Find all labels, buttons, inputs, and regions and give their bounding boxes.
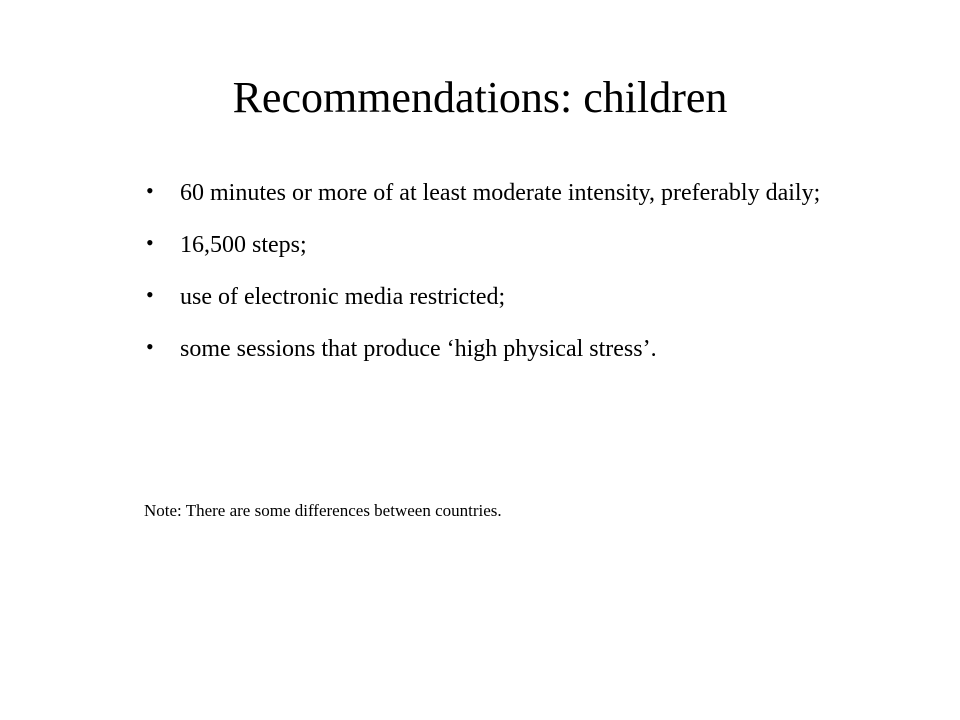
bullet-dot-icon: • bbox=[146, 334, 154, 359]
bullet-dot-icon: • bbox=[146, 178, 154, 203]
bullet-text: 60 minutes or more of at least moderate intensity, preferably daily; bbox=[180, 180, 821, 206]
bullet-text: use of electronic media restricted; bbox=[180, 284, 506, 310]
bullet-item bbox=[140, 178, 860, 208]
bullet-text: 16,500 steps; bbox=[180, 232, 307, 258]
bullet-text: some sessions that produce ‘high physical stress’. bbox=[180, 336, 657, 362]
bullet-item bbox=[140, 230, 860, 260]
bullet-item bbox=[140, 282, 860, 312]
slide-title: Recommendations: children bbox=[232, 73, 728, 122]
bullet-item bbox=[140, 334, 860, 364]
bullet-list bbox=[140, 178, 860, 386]
bullet-dot-icon: • bbox=[146, 230, 154, 255]
bullet-dot-icon: • bbox=[146, 282, 154, 307]
footnote: Note: There are some differences between countries. bbox=[144, 501, 502, 520]
